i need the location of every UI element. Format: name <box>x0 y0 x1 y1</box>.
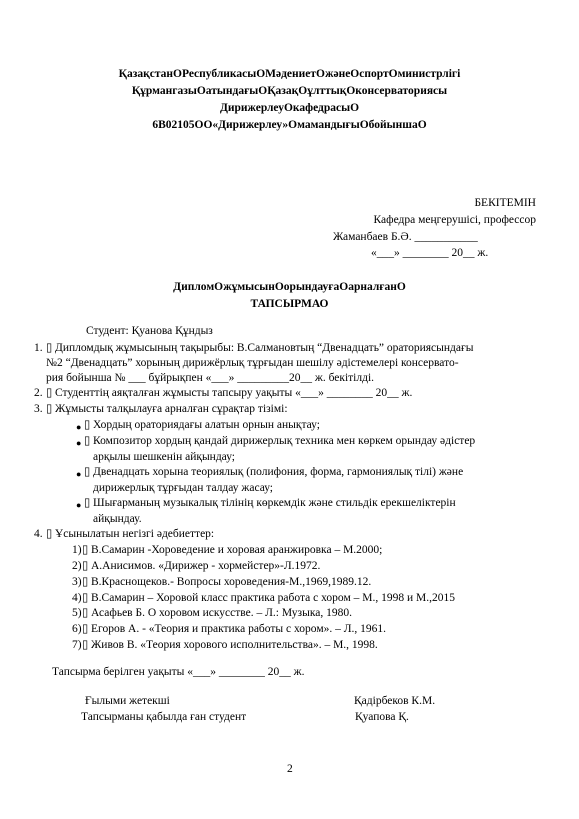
header-line-1: ҚазақстанОРеспубликасыОМәдениетОжәнеОспортОминистрлігі <box>118 68 461 80</box>
missing-glyph-icon: ▯ <box>84 435 91 447</box>
reference-1-text: В.Самарин -Хороведение и хоровая аранжировка – М.2000; <box>91 544 383 556</box>
missing-glyph-icon: ▯ <box>82 607 89 619</box>
missing-glyph-icon: ▯ <box>82 623 89 635</box>
doc-title-line-1: ДипломОжұмысынОорындауғаОарналғанО <box>173 281 406 293</box>
question-1-line-1: Хордың ораториядағы алатын орнын анықтау; <box>93 419 320 431</box>
item-1-line-1: Дипломдық жұмысының тақырыбы: В.Салмановтың “Двенадцать” ораториясындағы <box>55 342 474 354</box>
reference-7-text: Живов В. «Теория хорового исполнительства». – М., 1998. <box>91 639 378 651</box>
question-3-line-1: Двенадцать хорына теориялық (полифония, форма, гармониялық тілі) және <box>93 466 464 478</box>
item-1-line-3: рия бойынша № ___ бұйрықпен «___» _________20__ ж. бекітілді. <box>46 372 375 384</box>
missing-glyph-icon: ▯ <box>82 544 89 556</box>
reference-3-number: 3) <box>72 576 82 588</box>
student-line: Студент: Қуанова Құндыз <box>86 325 213 337</box>
reference-1-number: 1) <box>72 544 82 556</box>
missing-glyph-icon: ▯ <box>82 560 89 572</box>
header-line-3: ДирижерлеуОкафедрасыО <box>219 102 360 114</box>
reference-6-number: 6) <box>72 623 82 635</box>
question-2-line-2: арқылы шешкенін айқындау; <box>93 451 235 463</box>
question-3-line-2: дирижерлық тұрғыдан талдау жасау; <box>93 482 274 494</box>
missing-glyph-icon: ▯ <box>84 497 91 509</box>
header-line-4: 6В02105ОО«Дирижерлеу»ОмамандығыОбойыншаО <box>152 119 427 131</box>
missing-glyph-icon: ▯ <box>82 592 89 604</box>
approval-name: Жаманбаев Б.Ә. ___________ <box>333 231 478 243</box>
item-1-number: 1. <box>34 342 43 354</box>
item-3-text: Жұмысты талқылауға арналған сұрақтар тізімі: <box>55 403 288 415</box>
reference-4-text: В.Самарин – Хоровой класс практика работа с хором – М., 1998 и М.,2015 <box>91 592 455 604</box>
missing-glyph-icon: ▯ <box>84 419 91 431</box>
approval-role: Кафедра меңгерушісі, профессор <box>373 214 536 226</box>
doc-title-line-2: ТАПСЫРМАО <box>250 298 329 310</box>
supervisor-label: Ғылыми жетекші <box>85 695 170 707</box>
header-line-2: ҚұрмангазыОатындағыОҚазақОұлттықОконсерваториясы <box>131 85 448 97</box>
missing-glyph-icon: ▯ <box>82 576 89 588</box>
bullet-icon: ● <box>76 438 82 448</box>
bullet-icon: ● <box>76 500 82 510</box>
item-4-number: 4. <box>34 528 43 540</box>
approval-title: БЕКІТЕМІН <box>474 197 536 209</box>
approval-date: «___» ________ 20__ ж. <box>371 247 489 259</box>
item-3-number: 3. <box>34 403 43 415</box>
reference-2-text: А.Анисимов. «Дирижер - хормейстер»-Л.1972. <box>91 560 321 572</box>
missing-glyph-icon: ▯ <box>84 466 91 478</box>
bullet-icon: ● <box>76 469 82 479</box>
missing-glyph-icon: ▯ <box>82 639 89 651</box>
reference-5-text: Асафьев Б. О хоровом искусстве. – Л.: Музыка, 1980. <box>91 607 352 619</box>
issued-line: Тапсырма берілген уақыты «___» ________ 20__ ж. <box>52 666 305 678</box>
missing-glyph-icon: ▯ <box>46 387 53 399</box>
question-4-line-2: айқындау. <box>93 513 142 525</box>
bullet-icon: ● <box>76 422 82 432</box>
question-2-line-1: Композитор хордың қандай дирижерлық техника мен көркем орындау әдістер <box>93 435 476 447</box>
item-4-text: Ұсынылатын негізгі әдебиеттер: <box>55 528 215 540</box>
reference-3-text: В.Краснощеков.- Вопросы хороведения-М.,1969,1989.12. <box>91 576 372 588</box>
student-signature-name: Қуапова Қ. <box>355 711 409 723</box>
missing-glyph-icon: ▯ <box>46 403 53 415</box>
item-2-number: 2. <box>34 387 43 399</box>
student-signature-label: Тапсырманы қабылда ған студент <box>81 711 247 723</box>
item-2-text: Студенттің аяқталған жұмысты тапсыру уақыты «___» ________ 20__ ж. <box>55 387 413 399</box>
reference-5-number: 5) <box>72 607 82 619</box>
item-1-line-2: №2 “Двенадцать” хорының дирижёрлық тұрғыдан шешілу әдістемелері консервато- <box>46 357 459 369</box>
reference-2-number: 2) <box>72 560 82 572</box>
question-4-line-1: Шығарманың музыкалық тілінің көркемдік және стильдік ерекшеліктерін <box>93 497 456 509</box>
supervisor-name: Қадірбеков К.М. <box>354 695 436 707</box>
reference-7-number: 7) <box>72 639 82 651</box>
missing-glyph-icon: ▯ <box>46 528 53 540</box>
missing-glyph-icon: ▯ <box>46 342 53 354</box>
reference-4-number: 4) <box>72 592 82 604</box>
page-number: 2 <box>287 763 293 775</box>
reference-6-text: Егоров А. - «Теория и практика работы с хором». – Л., 1961. <box>91 623 387 635</box>
